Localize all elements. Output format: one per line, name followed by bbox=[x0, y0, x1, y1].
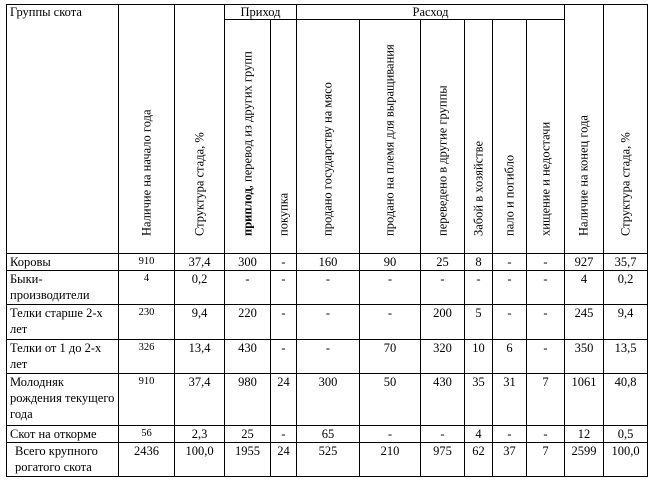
table-cell: 100,0 bbox=[175, 443, 225, 477]
header-theft: хищение и недостачи bbox=[527, 20, 565, 254]
table-cell: 4 bbox=[119, 271, 175, 305]
table-cell: 350 bbox=[565, 340, 604, 374]
table-cell: 9,4 bbox=[604, 305, 648, 340]
table-cell: - bbox=[493, 305, 527, 340]
table-cell: 430 bbox=[421, 374, 465, 426]
table-cell: 210 bbox=[360, 443, 421, 477]
table-cell: 320 bbox=[421, 340, 465, 374]
table-cell: 25 bbox=[225, 426, 271, 443]
table-cell: 5 bbox=[465, 305, 493, 340]
table-cell: - bbox=[360, 305, 421, 340]
table-cell: - bbox=[527, 305, 565, 340]
header-offspring-transfer: приплод, перевод из других групп bbox=[225, 20, 271, 254]
table-cell: 0,5 bbox=[604, 426, 648, 443]
table-cell: - bbox=[271, 254, 297, 271]
header-slaughter: Забой в хозяйстве bbox=[465, 20, 493, 254]
row-label: Молодняк рождения текущего года bbox=[7, 374, 119, 426]
row-label: Коровы bbox=[7, 254, 119, 271]
table-cell: 70 bbox=[360, 340, 421, 374]
table-row bbox=[7, 271, 648, 305]
table-cell: 910 bbox=[119, 374, 175, 426]
table-cell: - bbox=[493, 271, 527, 305]
table-cell: 975 bbox=[421, 443, 465, 477]
table-cell: 7 bbox=[527, 374, 565, 426]
table-cell: 1955 bbox=[225, 443, 271, 477]
table-row bbox=[7, 426, 648, 443]
header-groups: Группы скота bbox=[7, 5, 119, 254]
table-cell: 90 bbox=[360, 254, 421, 271]
table-cell: - bbox=[360, 426, 421, 443]
table-cell: - bbox=[297, 271, 360, 305]
table-cell: - bbox=[527, 426, 565, 443]
table-row-total bbox=[7, 443, 648, 477]
header-transferred: переведено в другие группы bbox=[421, 20, 465, 254]
table-cell: 56 bbox=[119, 426, 175, 443]
table-cell: 13,5 bbox=[604, 340, 648, 374]
header-sold-meat: продано государству на мясо bbox=[297, 20, 360, 254]
table-cell: - bbox=[271, 340, 297, 374]
table-row bbox=[7, 340, 648, 374]
header-purchase: покупка bbox=[271, 20, 297, 254]
table-cell: 7 bbox=[527, 443, 565, 477]
table-cell: 2599 bbox=[565, 443, 604, 477]
table-cell: 25 bbox=[421, 254, 465, 271]
table-cell: 24 bbox=[271, 374, 297, 426]
table-cell: 230 bbox=[119, 305, 175, 340]
row-label: Телки от 1 до 2-х лет bbox=[7, 340, 119, 374]
header-structure-start: Структура стада, % bbox=[175, 5, 225, 254]
table-cell: 65 bbox=[297, 426, 360, 443]
row-label: Быки-производители bbox=[7, 271, 119, 305]
table-cell: 300 bbox=[297, 374, 360, 426]
table-cell: - bbox=[271, 426, 297, 443]
table-cell: - bbox=[297, 340, 360, 374]
table-cell: 910 bbox=[119, 254, 175, 271]
table-cell: 1061 bbox=[565, 374, 604, 426]
table-cell: 62 bbox=[465, 443, 493, 477]
row-label: Всего крупного рогатого скота bbox=[7, 443, 119, 477]
table-cell: 13,4 bbox=[175, 340, 225, 374]
table-cell: - bbox=[297, 305, 360, 340]
table-cell: - bbox=[225, 271, 271, 305]
header-end-count: Наличие на конец года bbox=[565, 5, 604, 254]
table-cell: - bbox=[527, 254, 565, 271]
table-cell: 10 bbox=[465, 340, 493, 374]
table-cell: 37 bbox=[493, 443, 527, 477]
table-cell: 4 bbox=[465, 426, 493, 443]
table-cell: - bbox=[421, 426, 465, 443]
table-cell: 35 bbox=[465, 374, 493, 426]
table-cell: - bbox=[493, 254, 527, 271]
table-cell: 4 bbox=[565, 271, 604, 305]
table-cell: 300 bbox=[225, 254, 271, 271]
table-cell: - bbox=[271, 271, 297, 305]
row-label: Телки старше 2-х лет bbox=[7, 305, 119, 340]
table-cell: 37,4 bbox=[175, 254, 225, 271]
table-cell: 160 bbox=[297, 254, 360, 271]
document-page bbox=[6, 4, 648, 477]
header-expense-group: Расход bbox=[297, 5, 565, 20]
table-cell: 245 bbox=[565, 305, 604, 340]
table-cell: 0,2 bbox=[175, 271, 225, 305]
table-cell: - bbox=[527, 340, 565, 374]
table-cell: 6 bbox=[493, 340, 527, 374]
table-cell: 2,3 bbox=[175, 426, 225, 443]
header-start-count: Наличие на начало года bbox=[119, 5, 175, 254]
header-income-group: Приход bbox=[225, 5, 297, 20]
table-cell: 220 bbox=[225, 305, 271, 340]
table-cell: 927 bbox=[565, 254, 604, 271]
table-cell: 8 bbox=[465, 254, 493, 271]
livestock-movement-table bbox=[6, 4, 648, 477]
table-cell: 430 bbox=[225, 340, 271, 374]
table-cell: 37,4 bbox=[175, 374, 225, 426]
table-cell: 35,7 bbox=[604, 254, 648, 271]
table-cell: 326 bbox=[119, 340, 175, 374]
table-cell: 40,8 bbox=[604, 374, 648, 426]
row-label: Скот на откорме bbox=[7, 426, 119, 443]
header-structure-end: Структура стада, % bbox=[604, 5, 648, 254]
table-cell: 200 bbox=[421, 305, 465, 340]
table-cell: 31 bbox=[493, 374, 527, 426]
table-cell: - bbox=[421, 271, 465, 305]
table-cell: 9,4 bbox=[175, 305, 225, 340]
table-cell: - bbox=[527, 271, 565, 305]
table-cell: 12 bbox=[565, 426, 604, 443]
table-cell: - bbox=[465, 271, 493, 305]
table-cell: 24 bbox=[271, 443, 297, 477]
table-cell: 980 bbox=[225, 374, 271, 426]
table-cell: - bbox=[360, 271, 421, 305]
header-sold-breeding: продано на племя для выращивания bbox=[360, 20, 421, 254]
table-cell: 2436 bbox=[119, 443, 175, 477]
table-cell: 100,0 bbox=[604, 443, 648, 477]
table-row bbox=[7, 254, 648, 271]
table-cell: 50 bbox=[360, 374, 421, 426]
table-cell: - bbox=[493, 426, 527, 443]
table-cell: 525 bbox=[297, 443, 360, 477]
table-cell: - bbox=[271, 305, 297, 340]
table-cell: 0,2 bbox=[604, 271, 648, 305]
table-row bbox=[7, 305, 648, 340]
table-row bbox=[7, 374, 648, 426]
header-died: пало и погибло bbox=[493, 20, 527, 254]
